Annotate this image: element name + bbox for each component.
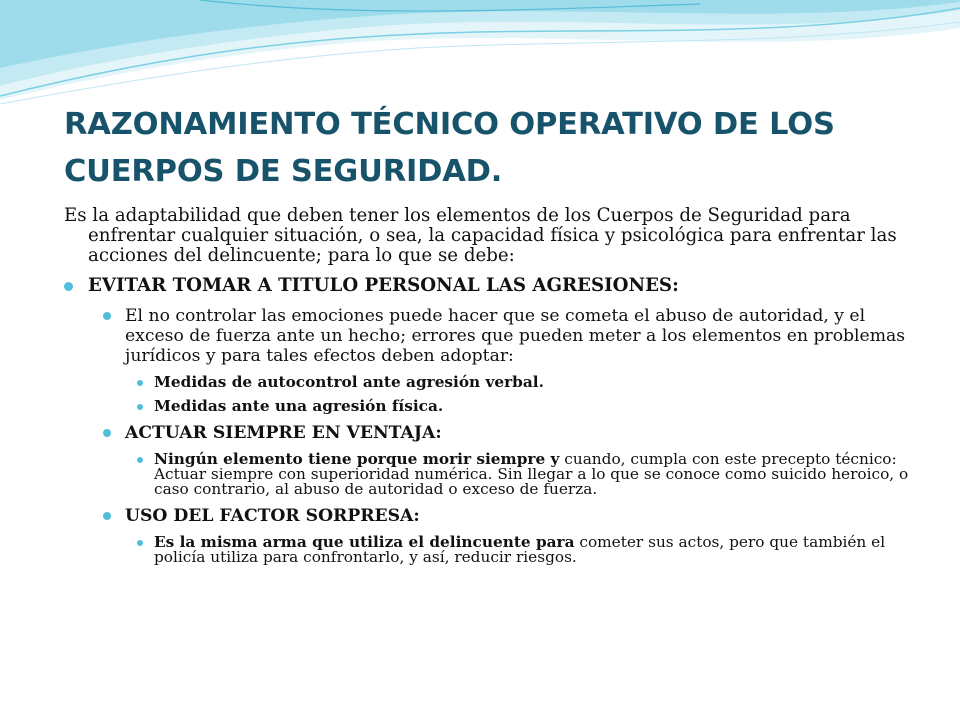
level2-bullet-item2 <box>64 423 914 443</box>
intro-paragraph: Es la adaptabilidad que deben tener los elementos de los Cuerpos de Seguridad para enfrentar cualquier situación, o sea, la capacidad física y psicológica para enfrentar las acciones del delincuente; para lo que se debe: <box>64 205 897 266</box>
slide-title-line-2: CUERPOS DE SEGURIDAD. <box>64 154 503 189</box>
level3-bullet-item1-sub2 <box>64 399 914 414</box>
bullet-dot-icon <box>137 457 143 463</box>
item1-text: El no controlar las emociones puede hacer que se cometa el abuso de autoridad, y el exceso de fuerza ante un hecho; errores que pueden meter a los elementos en problemas jurídicos y para tales efectos deben adoptar: <box>125 306 906 366</box>
slide-title <box>64 101 924 195</box>
item2-sub-text: cuando, cumpla con este precepto técnico: Actuar siempre con superioridad numérica. Sin llegar a lo que se conoce como suicido heroico, o caso contrario, al abuso de autoridad o exceso de fuerza. <box>154 450 909 498</box>
bullet-dot-icon <box>103 429 111 437</box>
bullet-dot-icon <box>137 404 143 410</box>
heading-text: EVITAR TOMAR A TITULO PERSONAL LAS AGRESIONES: <box>88 275 679 296</box>
level1-bullet-heading <box>64 276 914 296</box>
item3-text: USO DEL FACTOR SORPRESA: <box>125 506 420 526</box>
level2-bullet-item1 <box>64 306 914 366</box>
item3-sub-text: cometer sus actos, pero que también el policía utiliza para confrontarlo, y así, reducir riesgos. <box>154 533 886 566</box>
item1-sub1-text: Medidas de autocontrol ante agresión verbal. <box>154 373 544 391</box>
item2-text: ACTUAR SIEMPRE EN VENTAJA: <box>125 423 442 443</box>
item2-sub-bold-text: Ningún elemento tiene porque morir siempre y <box>154 450 560 468</box>
slide-title-line-1: RAZONAMIENTO TÉCNICO OPERATIVO DE LOS <box>64 107 835 142</box>
bullet-dot-icon <box>137 540 143 546</box>
item3-sub-bold-text: Es la misma arma que utiliza el delincuente para <box>154 533 575 551</box>
level3-bullet-item3-sub <box>64 535 914 565</box>
slide-body <box>64 206 914 565</box>
level3-bullet-item1-sub1 <box>64 375 914 390</box>
level2-bullet-item3 <box>64 506 914 526</box>
bullet-dot-icon <box>64 282 73 291</box>
bullet-dot-icon <box>103 512 111 520</box>
item1-sub2-text: Medidas ante una agresión física. <box>154 397 444 415</box>
bullet-dot-icon <box>137 380 143 386</box>
level3-bullet-item2-sub <box>64 452 914 497</box>
bullet-dot-icon <box>103 312 111 320</box>
header-wave-decoration <box>0 0 960 110</box>
